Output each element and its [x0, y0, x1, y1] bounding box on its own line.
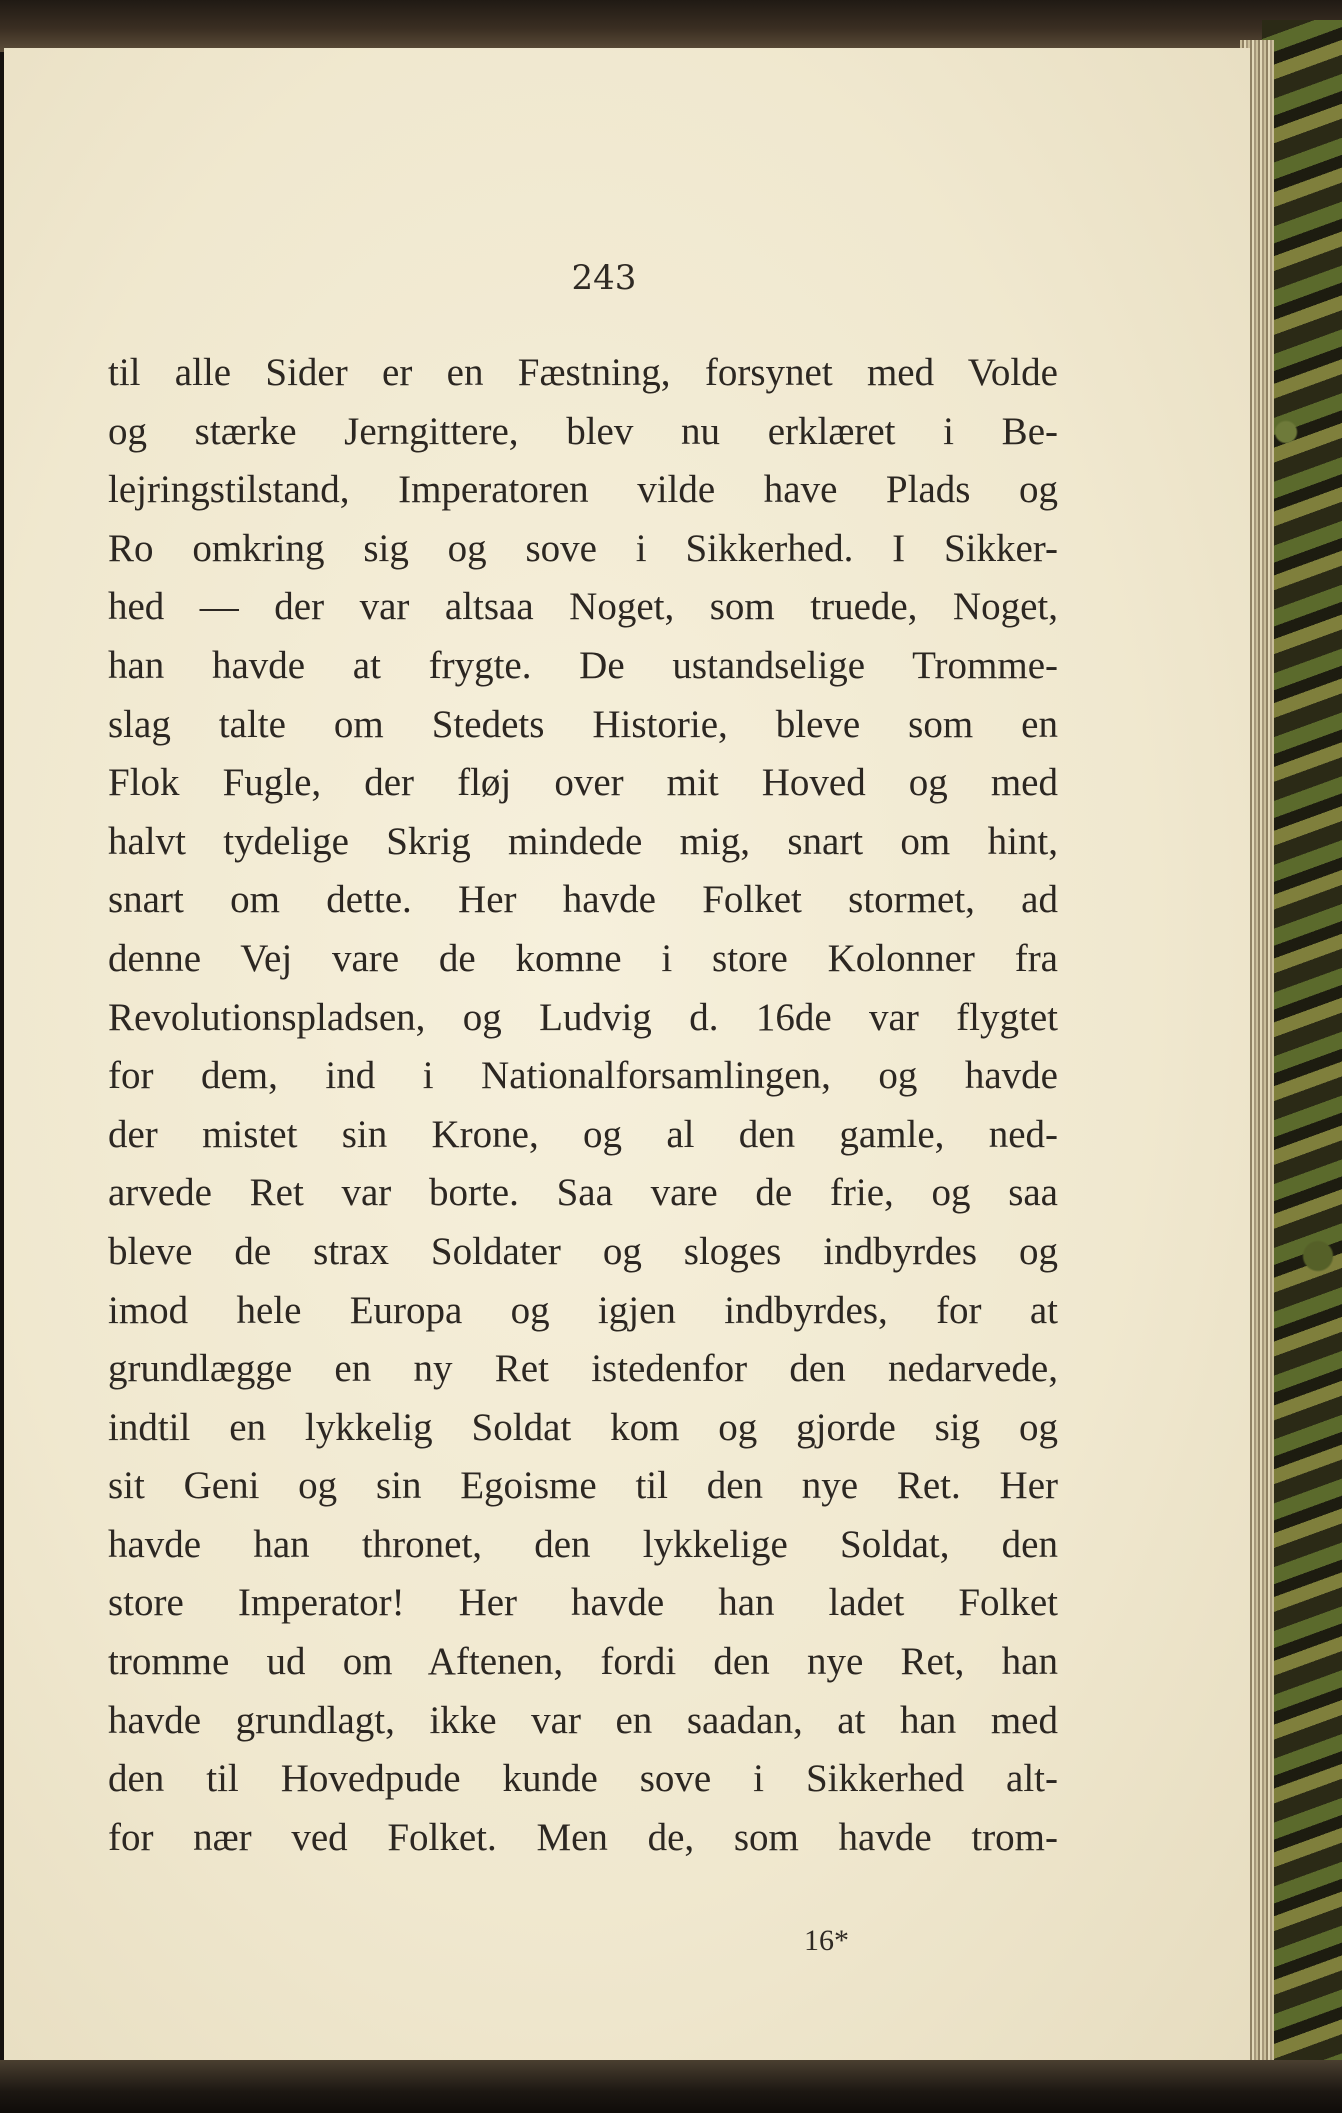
- text-line: lejringstilstand, Imperatoren vilde have Plads og: [108, 468, 1058, 512]
- signature-mark: 16*: [804, 1924, 849, 1957]
- text-line: Revolutionspladsen, og Ludvig d. 16de var flygtet: [108, 995, 1058, 1039]
- text-line: han havde at frygte. De ustandselige Tromme-: [108, 643, 1058, 687]
- text-line: for dem, ind i Nationalforsamlingen, og havde: [108, 1054, 1058, 1098]
- text-line: den til Hovedpude kunde sove i Sikkerhed alt-: [108, 1757, 1058, 1801]
- text-line: havde grundlagt, ikke var en saadan, at han med: [108, 1698, 1058, 1742]
- marbled-book-cover: [1262, 20, 1342, 2080]
- text-line: denne Vej vare de komne i store Kolonner fra: [108, 936, 1058, 980]
- text-line: Flok Fugle, der fløj over mit Hoved og med: [108, 761, 1058, 805]
- page-number: 243: [571, 258, 637, 298]
- text-line: Ro omkring sig og sove i Sikkerhed. I Sikker-: [108, 526, 1058, 570]
- text-line: halvt tydelige Skrig mindede mig, snart om hint,: [108, 819, 1058, 863]
- book-bottom-edge: [0, 2060, 1342, 2113]
- text-line: for nær ved Folket. Men de, som havde trom-: [108, 1815, 1058, 1859]
- text-line: grundlægge en ny Ret istedenfor den nedarvede,: [108, 1347, 1058, 1391]
- text-line: indtil en lykkelig Soldat kom og gjorde sig og: [108, 1405, 1058, 1449]
- text-line: imod hele Europa og igjen indbyrdes, for at: [108, 1288, 1058, 1332]
- text-line: hed — der var altsaa Noget, som truede, Noget,: [108, 585, 1058, 629]
- body-text: [108, 344, 1058, 1867]
- book-page: [4, 48, 1250, 2068]
- text-line: arvede Ret var borte. Saa vare de frie, og saa: [108, 1171, 1058, 1215]
- text-line: havde han thronet, den lykkelige Soldat, den: [108, 1522, 1058, 1566]
- text-line: tromme ud om Aftenen, fordi den nye Ret, han: [108, 1640, 1058, 1684]
- text-line: og stærke Jerngittere, blev nu erklæret i Be-: [108, 409, 1058, 453]
- book-top-edge: [0, 0, 1342, 52]
- text-line: sit Geni og sin Egoisme til den nye Ret. Her: [108, 1464, 1058, 1508]
- text-line: slag talte om Stedets Historie, bleve som en: [108, 702, 1058, 746]
- text-line: store Imperator! Her havde han ladet Folket: [108, 1581, 1058, 1625]
- text-line: bleve de strax Soldater og sloges indbyrdes og: [108, 1229, 1058, 1273]
- text-line: til alle Sider er en Fæstning, forsynet med Volde: [108, 351, 1058, 394]
- text-line: der mistet sin Krone, og al den gamle, ned-: [108, 1112, 1058, 1156]
- text-line: snart om dette. Her havde Folket stormet, ad: [108, 878, 1058, 922]
